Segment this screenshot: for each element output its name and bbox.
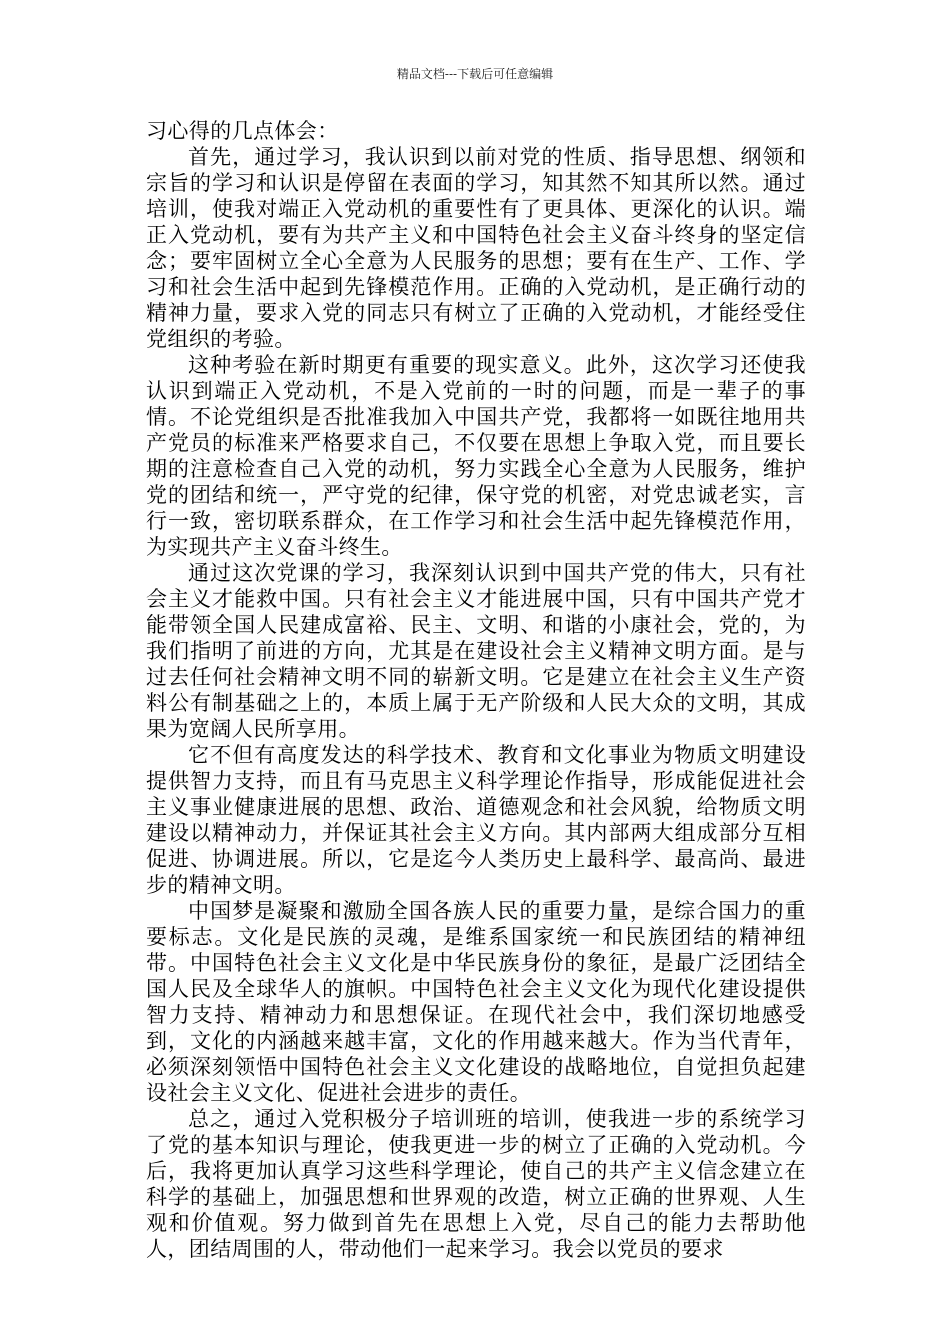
paragraph-test-significance: 这种考验在新时期更有重要的现实意义。此外，这次学习还使我认识到端正入党动机，不是入党前的一时的问题，而是一辈子的事情。不论党组织是否批准我加入中国共产党，我都将一如既往地用共产党员的标准来严格要求自己，不仅要在思想上争取入党，而且要长期的注意检查自己入党的动机，努力实践全心全意为人民服务，维护党的团结和统一，严守党的纪律，保守党的机密，对党忠诚老实，言行一致，密切联系群众，在工作学习和社会生活中起先锋模范作用，为实现共产主义奋斗终生。 xyxy=(146,353,806,559)
paragraph-first: 首先，通过学习，我认识到以前对党的性质、指导思想、纲领和宗旨的学习和认识是停留在表面的学习，知其然不知其所以然。通过培训，使我对端正入党动机的重要性有了更具体、更深化的认识。端正入党动机，要有为共产主义和中国特色社会主义奋斗终身的坚定信念；要牢固树立全心全意为人民服务的思想；要有在生产、工作、学习和社会生活中起到先锋模范作用。正确的入党动机，是正确行动的精神力量，要求入党的同志只有树立了正确的入党动机，才能经受住党组织的考验。 xyxy=(146,145,806,351)
paragraph-chinese-dream: 中国梦是凝聚和激励全国各族人民的重要力量，是综合国力的重要标志。文化是民族的灵魂，是维系国家统一和民族团结的精神纽带。中国特色社会主义文化是中华民族身份的象征，是最广泛团结全国人民及全球华人的旗帜。中国特色社会主义文化为现代化建设提供智力支持、精神动力和思想保证。在现代社会中，我们深切地感受到，文化的内涵越来越丰富，文化的作用越来越大。作为当代青年，必须深刻领悟中国特色社会主义文化建设的战略地位，自觉担负起建设社会主义文化、促进社会进步的责任。 xyxy=(146,899,806,1105)
document-body xyxy=(146,118,806,1262)
paragraph-party-class: 通过这次党课的学习，我深刻认识到中国共产党的伟大，只有社会主义才能救中国。只有社会主义才能进展中国，只有中国共产党才能带领全国人民建成富裕、民主、文明、和谐的小康社会，党的，为我们指明了前进的方向，尤其是在建设社会主义精神文明方面。是与过去任何社会精神文明不同的崭新文明。它是建立在社会主义生产资料公有制基础之上的，本质上属于无产阶级和人民大众的文明，其成果为宽阔人民所享用。 xyxy=(146,561,806,741)
paragraph-civilization: 它不但有高度发达的科学技术、教育和文化事业为物质文明建设提供智力支持，而且有马克思主义科学理论作指导，形成能促进社会主义事业健康进展的思想、政治、道德观念和社会风貌，给物质文明建设以精神动力，并保证其社会主义方向。其内部两大组成部分互相促进、协调进展。所以，它是迄今人类历史上最科学、最高尚、最进步的精神文明。 xyxy=(146,743,806,897)
paragraph-conclusion: 总之，通过入党积极分子培训班的培训，使我进一步的系统学习了党的基本知识与理论，使我更进一步的树立了正确的入党动机。今后，我将更加认真学习这些科学理论，使自己的共产主义信念建立在科学的基础上，加强思想和世界观的改造，树立正确的世界观、人生观和价值观。努力做到首先在思想上入党，尽自己的能力去帮助他人，团结周围的人，带动他们一起来学习。我会以党员的要求 xyxy=(146,1107,806,1261)
paragraph-continuation: 习心得的几点体会： xyxy=(146,119,339,143)
page-header: 精品文档---下载后可任意编辑 xyxy=(396,67,554,81)
